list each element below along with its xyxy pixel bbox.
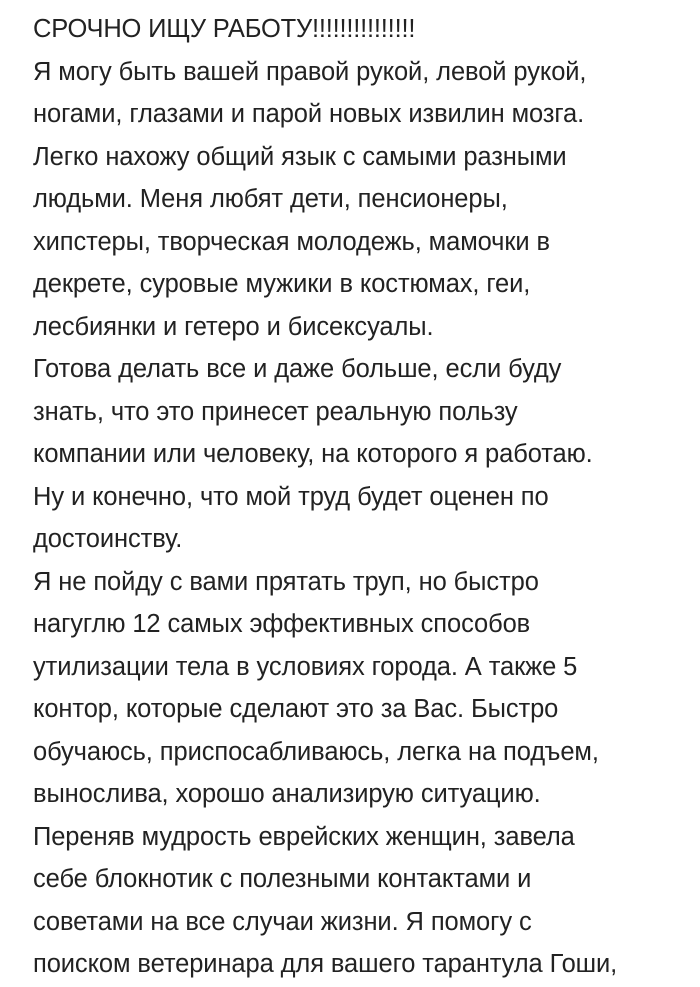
text-line: контор, которые сделают это за Вас. Быстро bbox=[33, 695, 559, 723]
text-line: компании или человеку, на которого я работаю. bbox=[33, 440, 593, 468]
text-line: советами на все случаи жизни. Я помогу с bbox=[33, 907, 532, 936]
text-line: хипстеры, творческая молодежь, мамочки в bbox=[33, 227, 550, 256]
text-line: Легко нахожу общий язык с самыми разными bbox=[33, 142, 567, 171]
text-line: себе блокнотик с полезными контактами и bbox=[33, 865, 532, 893]
text-line: ногами, глазами и парой новых извилин мозга. bbox=[33, 100, 585, 128]
post-body bbox=[33, 8, 700, 986]
post-heading: СРОЧНО ИЩУ РАБОТУ!!!!!!!!!!!!!!! bbox=[33, 15, 416, 43]
text-line: знать, что это принесет реальную пользу bbox=[33, 397, 518, 426]
text-line: Переняв мудрость еврейских женщин, завела bbox=[33, 822, 575, 851]
text-line: лесбиянки и гетеро и бисексуалы. bbox=[33, 312, 434, 341]
text-line: Я не пойду с вами прятать труп, но быстро bbox=[33, 567, 539, 596]
text-line: обучаюсь, приспосабливаюсь, легка на подъем, bbox=[33, 737, 599, 766]
text-line: достоинству. bbox=[33, 525, 183, 553]
text-line: декрете, суровые мужики в костюмах, геи, bbox=[33, 270, 531, 298]
text-line: Готова делать все и даже больше, если буду bbox=[33, 355, 562, 383]
text-line: поиском ветеринара для вашего тарантула Гоши, bbox=[33, 950, 618, 978]
text-line: вынослива, хорошо анализирую ситуацию. bbox=[33, 780, 541, 808]
text-line: людьми. Меня любят дети, пенсионеры, bbox=[33, 185, 508, 213]
text-line: Ну и конечно, что мой труд будет оценен по bbox=[33, 482, 549, 511]
text-line: Я могу быть вашей правой рукой, левой рукой, bbox=[33, 57, 587, 86]
text-line: утилизации тела в условиях города. А также 5 bbox=[33, 652, 578, 681]
text-line: нагуглю 12 самых эффективных способов bbox=[33, 610, 531, 638]
